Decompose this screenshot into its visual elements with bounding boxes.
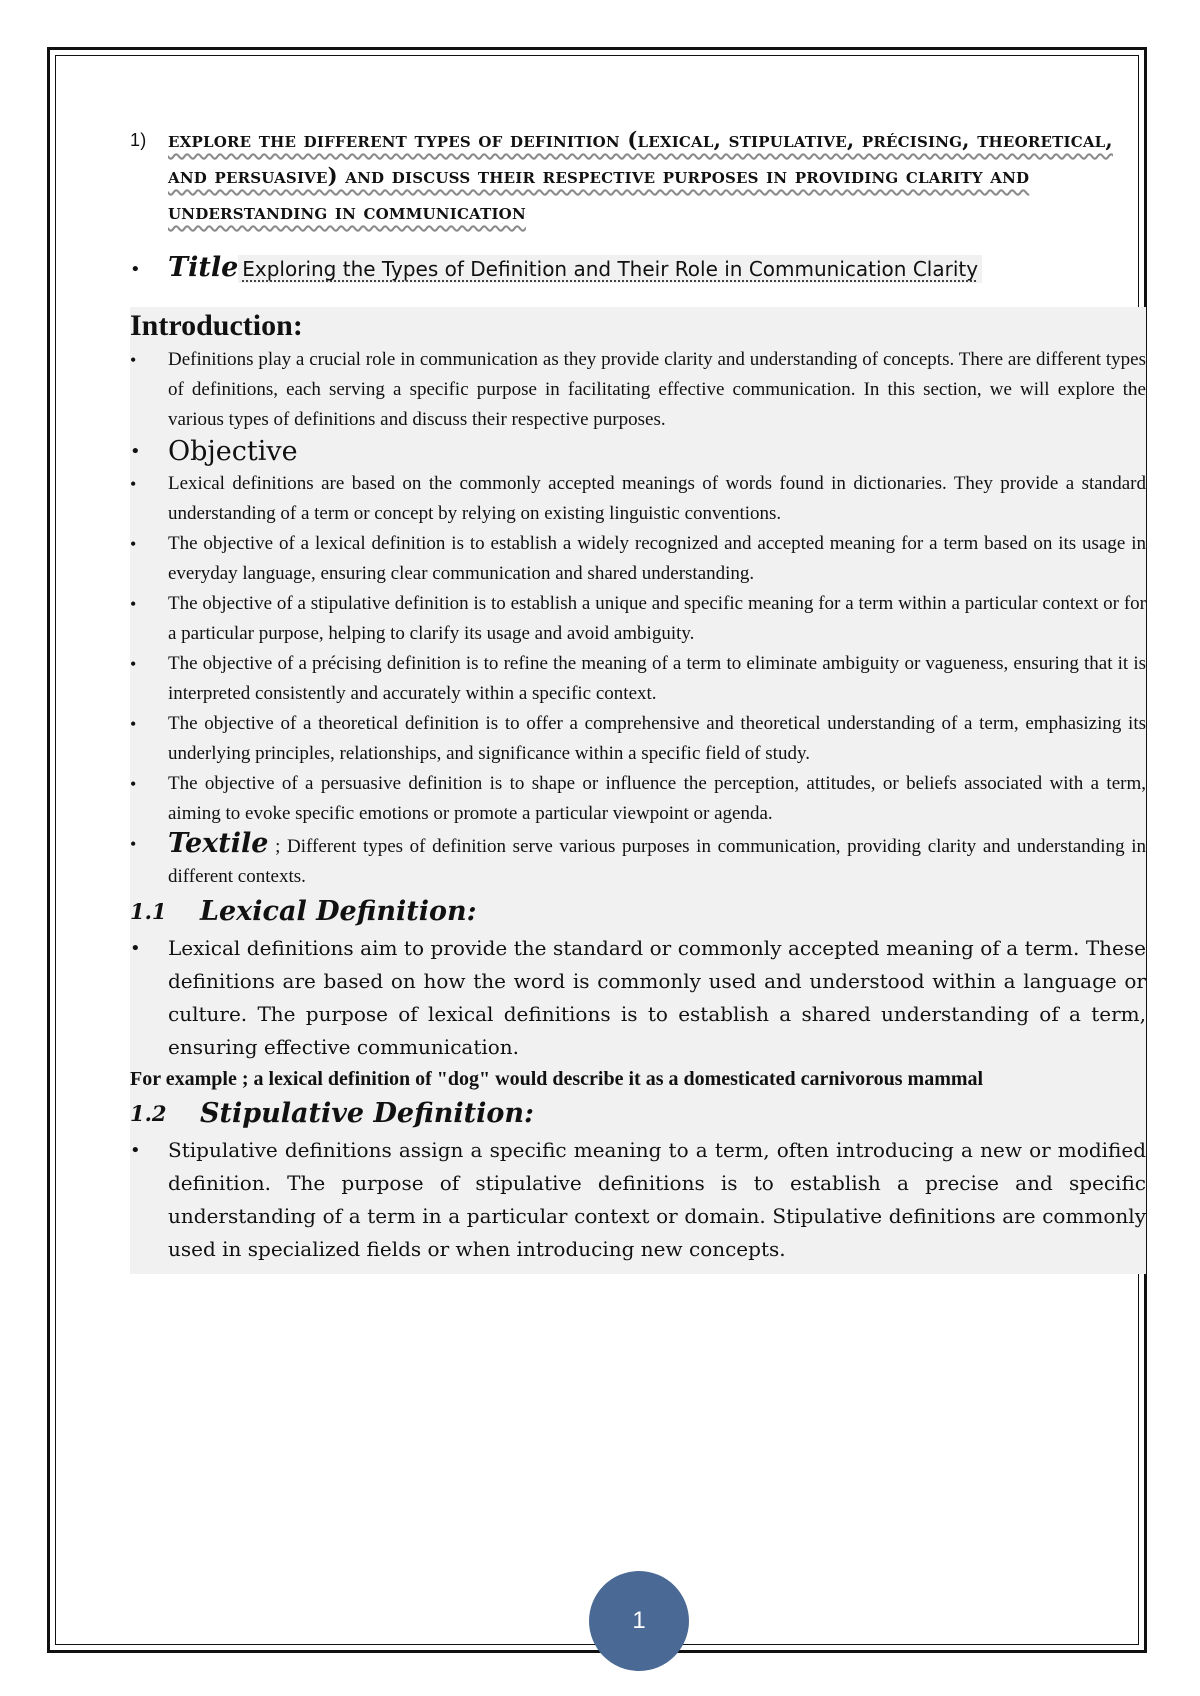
title-list <box>130 248 1146 289</box>
page-number: 1 <box>632 1607 646 1634</box>
textile-label: Textile <box>168 828 269 859</box>
lexical-example: For example ; a lexical definition of "dog" would describe it as a domesticated carnivorous mammal <box>130 1068 984 1090</box>
lexical-list <box>130 932 1146 1064</box>
question-text: explore the different types of definition (lexical, stipulative, précising, theoretical, and persuasive) and discuss their respective purposes in providing clarity and understanding in communication <box>168 127 1113 224</box>
document-body <box>130 122 1146 1274</box>
objective-item: • The objective of a précising definition is to refine the meaning of a term to eliminate ambiguity or vagueness, ensuring that it is interpreted consistently and accurately within a specific context. <box>130 649 1146 709</box>
objective-item: • The objective of a persuasive definition is to shape or influence the perception, attitudes, or beliefs associated with a term, aiming to evoke specific emotions or promote a particular viewpoint or agenda. <box>130 769 1146 829</box>
section-title: Lexical Definition: <box>200 896 477 927</box>
objective-item: • The objective of a lexical definition is to establish a widely recognized and accepted meaning for a term based on its usage in everyday language, ensuring clear communication and shared understanding. <box>130 529 1146 589</box>
title-text: Exploring the Types of Definition and Their Role in Communication Clarity <box>238 255 982 283</box>
introduction-paragraph: • Definitions play a crucial role in communication as they provide clarity and understanding of concepts. There are different types of definitions, each serving a specific purpose in facilitating effective communication. In this section, we will explore the various types of definitions and discuss their respective purposes. <box>130 345 1146 435</box>
section-title: Stipulative Definition: <box>200 1098 534 1129</box>
question-number: 1) <box>130 130 147 150</box>
section-heading-lexical <box>130 892 1146 932</box>
stipulative-paragraph: • Stipulative definitions assign a specific meaning to a term, often introducing a new or modified definition. The purpose of stipulative definitions is to establish a precise and specific understanding of a term in a particular context or domain. Stipulative definitions are commonly used in specialized fields or when introducing new concepts. <box>130 1134 1146 1266</box>
stipulative-list <box>130 1134 1146 1266</box>
objective-heading: • Objective <box>130 435 1146 469</box>
section-heading-stipulative <box>130 1094 1146 1134</box>
introduction-list <box>130 345 1146 892</box>
introduction-heading: Introduction: <box>130 309 303 342</box>
page-number-badge <box>589 1571 689 1671</box>
objective-item: • The objective of a theoretical definition is to offer a comprehensive and theoretical understanding of a term, emphasizing its underlying principles, relationships, and significance within a specific field of study. <box>130 709 1146 769</box>
objective-item: • Lexical definitions are based on the commonly accepted meanings of words found in dictionaries. They provide a standard understanding of a term or concept by relying on existing linguistic conventions. <box>130 469 1146 529</box>
question-heading <box>130 122 1146 230</box>
title-label: Title <box>168 252 239 283</box>
textile-line <box>130 829 1146 892</box>
lexical-paragraph: • Lexical definitions aim to provide the standard or commonly accepted meaning of a term. These definitions are based on how the word is commonly used and understood within a language or culture. The purpose of lexical definitions is to establish a shared understanding of a term, ensuring effective communication. <box>130 932 1146 1064</box>
objective-item: • The objective of a stipulative definition is to establish a unique and specific meaning for a term within a particular context or for a particular purpose, helping to clarify its usage and avoid ambiguity. <box>130 589 1146 649</box>
textile-text: ; Different types of definition serve various purposes in communication, providing clarity and understanding in different contexts. <box>168 836 1147 887</box>
section-number: 1.2 <box>130 1101 167 1126</box>
title-line <box>130 248 1146 289</box>
shaded-content-block <box>130 307 1146 1274</box>
section-number: 1.1 <box>130 899 167 924</box>
